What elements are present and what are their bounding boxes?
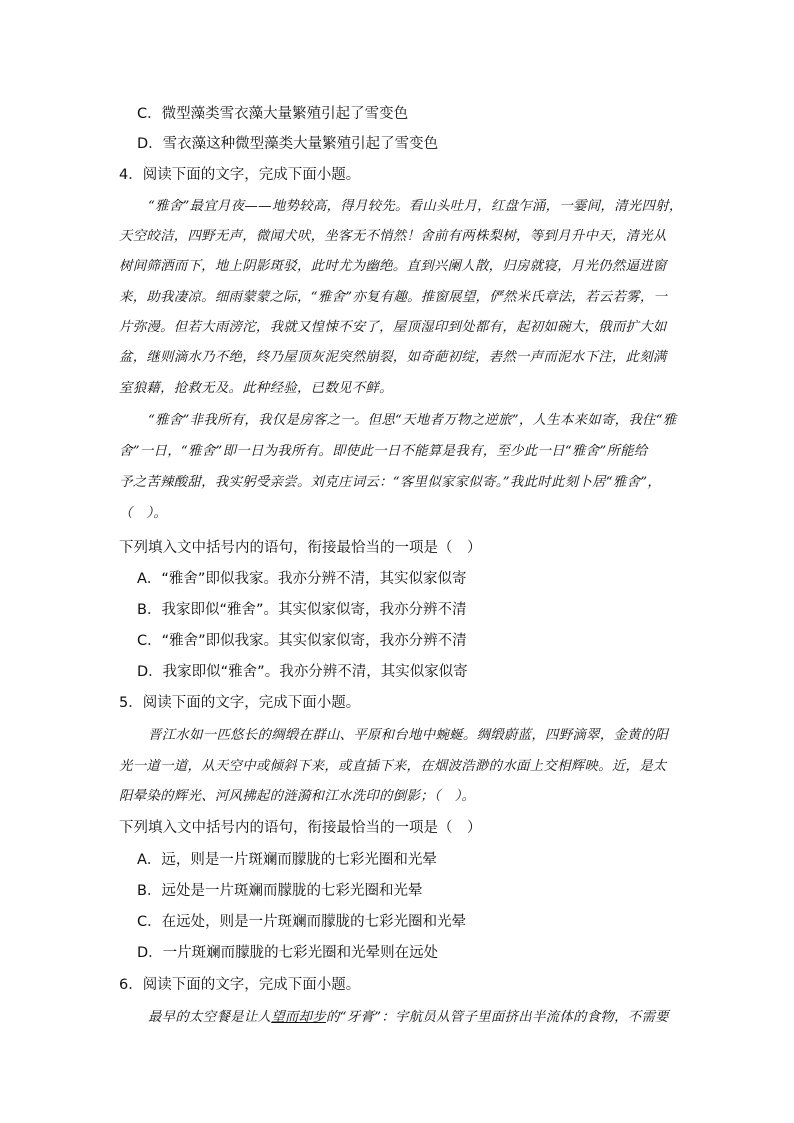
q5-option-a: A．远，则是一片斑斓而朦胧的七彩光圈和光晕 <box>137 852 437 868</box>
q3-option-d: D．雪衣藻这种微型藻类大量繁殖引起了雪变色 <box>137 136 439 152</box>
q5-option-c: C．在远处，则是一片斑斓而朦胧的七彩光圈和光晕 <box>137 914 467 930</box>
q4-passage-line: 树间筛洒而下，地上阴影斑驳，此时尤为幽绝。直到兴阑人散，归房就寝，月光仍然逼进窗 <box>119 259 667 274</box>
q5-heading: 5．阅读下面的文字，完成下面小题。 <box>119 695 361 711</box>
q4-passage-line: “雅舍”最宜月夜——地势较高，得月较先。看山头吐月，红盘乍涌，一霎间，清光四射， <box>148 199 683 214</box>
q3-option-c: C．微型藻类雪衣藻大量繁殖引起了雪变色 <box>137 106 409 122</box>
q5-passage-line: 光一道一道，从天空中或倾斜下来，或直插下来，在烟波浩渺的水面上交相辉映。近，是太 <box>119 759 667 774</box>
q4-passage-line: “雅舍”非我所有，我仅是房客之一。但思“天地者万物之逆旅”，人生本来如寄，我住“雅 <box>148 413 677 428</box>
q6-passage-start: 最早的太空餐是让人 <box>148 1010 272 1025</box>
q6-heading: 6．阅读下面的文字，完成下面小题。 <box>119 977 361 993</box>
q4-passage-line: 舍”一日，“雅舍”即一日为我所有。即使此一日不能算是我有，至少此一日“雅舍”所能给 <box>119 444 648 459</box>
q4-option-a: A．“雅舍”即似我家。我亦分辨不清，其实似家似寄 <box>137 571 467 587</box>
q5-passage-line: 晋江水如一匹悠长的绸缎在群山、平原和台地中蜿蜒。绸缎蔚蓝，四野滴翠，金黄的阳 <box>148 728 669 743</box>
q5-option-b: B．远处是一片斑斓而朦胧的七彩光圈和光晕 <box>137 883 423 899</box>
q4-option-d: D．我家即似“雅舍”。我亦分辨不清，其实似家似寄 <box>137 664 468 680</box>
q4-option-b: B．我家即似“雅舍”。其实似家似寄，我亦分辨不清 <box>137 602 467 618</box>
q4-option-c: C．“雅舍”即似我家。其实似家似寄，我亦分辨不清 <box>137 633 467 649</box>
q6-passage-rest: 的“牙膏”：宇航员从管子里面挤出半流体的食物，不需要 <box>325 1010 669 1025</box>
q4-passage-line: 室狼藉，抢救无及。此种经验，已数见不鲜。 <box>119 381 393 396</box>
q4-passage-line: 片弥漫。但若大雨滂沱，我就又惶悚不安了，屋顶湿印到处都有，起初如碗大，俄而扩大如 <box>119 320 667 335</box>
q4-passage-line: 盆，继则滴水乃不绝，终乃屋顶灰泥突然崩裂，如奇葩初绽，砉然一声而泥水下注，此刻满 <box>119 350 667 365</box>
q4-passage-line: 予之苦辣酸甜，我实躬受亲尝。刘克庄词云：“客里似家家似寄。”我此时此刻卜居“雅舍”， <box>119 475 662 490</box>
q4-passage-line: 天空皎洁，四野无声，微闻犬吠，坐客无不悄然！舍前有两株梨树，等到月升中天，清光从 <box>119 229 667 244</box>
q6-underlined-phrase: 望而却步 <box>271 1010 326 1025</box>
q4-passage-line: （ ）。 <box>119 506 168 521</box>
q5-option-d: D．一片斑斓而朦胧的七彩光圈和光晕则在远处 <box>137 945 439 961</box>
q4-heading: 4．阅读下面的文字，完成下面小题。 <box>119 167 361 183</box>
q4-prompt: 下列填入文中括号内的语句，衔接最恰当的一项是（ ） <box>119 540 482 556</box>
q4-passage-line: 来，助我凄凉。细雨蒙蒙之际，“雅舍”亦复有趣。推窗展望，俨然米氏章法，若云若雾，一 <box>119 290 668 305</box>
q6-passage-line <box>148 1008 669 1028</box>
q5-passage-line: 阳晕染的辉光、河风拂起的涟漪和江水洗印的倒影；（ ）。 <box>119 789 476 804</box>
q5-prompt: 下列填入文中括号内的语句，衔接最恰当的一项是（ ） <box>119 820 482 836</box>
